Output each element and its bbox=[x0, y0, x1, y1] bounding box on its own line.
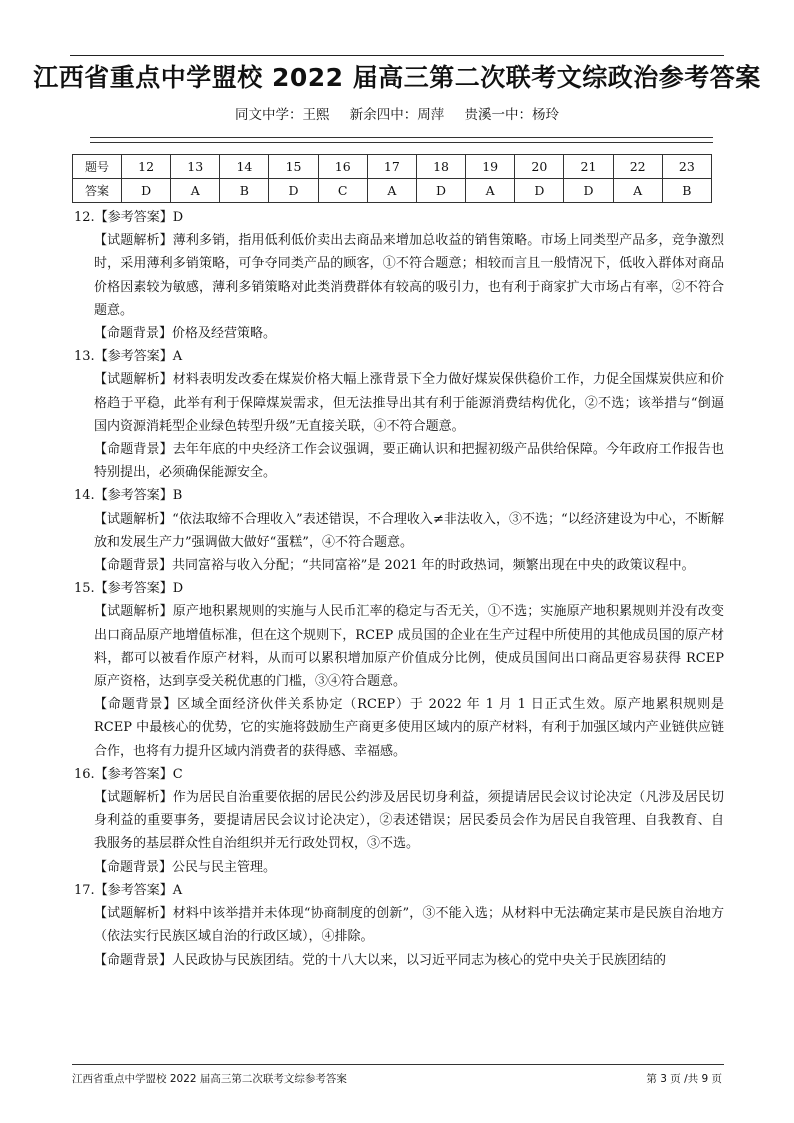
question-number-cell: 20 bbox=[515, 155, 564, 179]
question-explanations bbox=[72, 206, 724, 972]
answer-letter: A bbox=[172, 882, 183, 898]
background-tag: 【命题背景】 bbox=[94, 558, 173, 574]
question-number-cell: 21 bbox=[564, 155, 613, 179]
analysis-tag: 【试题解析】 bbox=[94, 511, 173, 527]
question-block-13 bbox=[72, 345, 724, 484]
analysis-tag: 【试题解析】 bbox=[94, 233, 173, 249]
analysis-tag: 【试题解析】 bbox=[94, 372, 173, 388]
question-number: 13. bbox=[74, 349, 95, 365]
page-title: 江西省重点中学盟校 2022 届高三第二次联考文综政治参考答案 bbox=[33, 63, 761, 92]
background-paragraph bbox=[72, 856, 724, 879]
answer-cell: C bbox=[318, 179, 367, 203]
author-1: 同文中学：王熙 bbox=[234, 107, 330, 123]
question-answer-line bbox=[74, 879, 724, 902]
analysis-text: 材料中该举措并未体现“协商制度的创新”，③不能入选；从材料中无法确定某市是民族自治地方（依法实行民族区域自治的行政区域），④排除。 bbox=[94, 906, 724, 945]
background-tag: 【命题背景】 bbox=[94, 697, 178, 713]
background-tag: 【命题背景】 bbox=[94, 442, 173, 458]
question-number-cell: 16 bbox=[318, 155, 367, 179]
analysis-text: 材料表明发改委在煤炭价格大幅上涨背景下全力做好煤炭保供稳价工作，力促全国煤炭供应和价格趋于平稳，此举有利于保障煤炭需求，但无法推导出其有利于能源消费结构优化，②不选；该举措与“倒逼国内资源消耗型企业绿色转型升级”无直接关联，④不符合题意。 bbox=[94, 372, 724, 434]
answer-cell: D bbox=[515, 179, 564, 203]
question-number: 16. bbox=[74, 766, 95, 782]
question-number-cell: 22 bbox=[613, 155, 662, 179]
answer-cell: D bbox=[122, 179, 171, 203]
question-number: 14. bbox=[74, 488, 95, 504]
question-block-17 bbox=[72, 879, 724, 972]
answer-cell: D bbox=[269, 179, 318, 203]
analysis-text: “依法取缔不合理收入”表述错误，不合理收入≠非法收入，③不选；“以经济建设为中心，不断解放和发展生产力”强调做大做好“蛋糕”，④不符合题意。 bbox=[94, 511, 724, 550]
question-block-12 bbox=[72, 206, 724, 345]
author-3: 贵溪一中：杨玲 bbox=[464, 107, 560, 123]
authors-line bbox=[0, 103, 794, 123]
analysis-paragraph bbox=[72, 229, 724, 322]
question-answer-line bbox=[74, 577, 724, 600]
analysis-text: 薄利多销，指用低利低价卖出去商品来增加总收益的销售策略。市场上同类型产品多，竞争激烈时，采用薄利多销策略，可争夺同类产品的顾客，①不符合题意；相较而言且一般情况下，低收入群体对商品价格因素较为敏感，薄利多销策略对此类消费群体有较高的吸引力，也有利于商家扩大市场占有率，②不符合题意。 bbox=[94, 233, 724, 318]
question-number: 17. bbox=[74, 882, 95, 898]
question-block-16 bbox=[72, 763, 724, 879]
background-paragraph bbox=[72, 438, 724, 484]
answer-tag: 【参考答案】 bbox=[94, 349, 173, 365]
background-text: 共同富裕与收入分配；“共同富裕”是 2021 年的时政热词，频繁出现在中央的政策议程中。 bbox=[172, 558, 695, 574]
background-tag: 【命题背景】 bbox=[94, 859, 173, 875]
analysis-paragraph bbox=[72, 368, 724, 438]
analysis-tag: 【试题解析】 bbox=[94, 604, 173, 620]
answer-letter: D bbox=[172, 581, 184, 597]
row-label-answer: 答案 bbox=[73, 179, 122, 203]
answer-cell: A bbox=[367, 179, 416, 203]
question-number-cell: 19 bbox=[466, 155, 515, 179]
answer-letter: D bbox=[172, 210, 184, 225]
question-number-cell: 17 bbox=[367, 155, 416, 179]
background-tag: 【命题背景】 bbox=[94, 952, 173, 968]
question-number-cell: 23 bbox=[662, 155, 711, 179]
analysis-tag: 【试题解析】 bbox=[94, 790, 173, 806]
background-text: 人民政协与民族团结。党的十八大以来，以习近平同志为核心的党中央关于民族团结的 bbox=[172, 952, 667, 968]
answer-cell: B bbox=[220, 179, 269, 203]
analysis-tag: 【试题解析】 bbox=[94, 906, 173, 922]
answer-table bbox=[72, 154, 712, 203]
answer-cell: A bbox=[613, 179, 662, 203]
answer-letter: B bbox=[172, 488, 183, 504]
author-2: 新余四中：周萍 bbox=[349, 107, 445, 123]
question-number-cell: 18 bbox=[416, 155, 465, 179]
analysis-text: 原产地积累规则的实施与人民币汇率的稳定与否无关，①不选；实施原产地积累规则并没有改变出口商品原产地增值标准，但在这个规则下，RCEP 成员国的企业在生产过程中所使用的其他成员国的原产材料，都可以被看作原产材料，从而可以累积增加原产价值成分比例，使成员国间出口商品更容易获得 RCEP 原产资格，达到享受关税优惠的门槛，③④符合题意。 bbox=[94, 604, 724, 690]
background-paragraph bbox=[72, 693, 724, 763]
answer-tag: 【参考答案】 bbox=[94, 488, 173, 504]
question-answer-line bbox=[74, 484, 724, 507]
answer-table-number-row bbox=[73, 155, 712, 179]
header-divider-2 bbox=[90, 142, 713, 143]
background-tag: 【命题背景】 bbox=[94, 326, 173, 342]
background-paragraph bbox=[72, 949, 724, 972]
question-number-cell: 15 bbox=[269, 155, 318, 179]
question-number-cell: 14 bbox=[220, 155, 269, 179]
answer-tag: 【参考答案】 bbox=[94, 766, 173, 782]
background-text: 区域全面经济伙伴关系协定（RCEP）于 2022 年 1 月 1 日正式生效。原产地累积规则是 RCEP 中最核心的优势，它的实施将鼓励生产商更多使用区域内的原产材料，有利于加强区域内产业链供应链合作，也将有力提升区域内消费者的获得感、幸福感。 bbox=[94, 697, 724, 759]
question-number-cell: 12 bbox=[122, 155, 171, 179]
footer-page-number: 第 3 页 /共 9 页 bbox=[646, 1073, 722, 1085]
background-text: 去年年底的中央经济工作会议强调，要正确认识和把握初级产品供给保障。今年政府工作报告也特别提出，必须确保能源安全。 bbox=[94, 442, 724, 481]
answer-cell: D bbox=[564, 179, 613, 203]
background-text: 公民与民主管理。 bbox=[172, 859, 277, 875]
question-block-15 bbox=[72, 577, 724, 763]
question-number: 15. bbox=[74, 581, 95, 597]
answer-letter: C bbox=[172, 766, 183, 782]
answer-tag: 【参考答案】 bbox=[94, 882, 173, 898]
answer-tag: 【参考答案】 bbox=[94, 581, 173, 597]
background-paragraph bbox=[72, 554, 724, 577]
footer-rule bbox=[72, 1064, 724, 1065]
analysis-paragraph bbox=[72, 508, 724, 554]
answer-tag: 【参考答案】 bbox=[94, 210, 173, 225]
question-answer-line bbox=[74, 763, 724, 786]
answer-cell: A bbox=[171, 179, 220, 203]
question-number-cell: 13 bbox=[171, 155, 220, 179]
analysis-paragraph bbox=[72, 902, 724, 948]
question-answer-line bbox=[74, 345, 724, 368]
question-number: 12. bbox=[74, 210, 95, 225]
header-divider-1 bbox=[90, 137, 713, 138]
analysis-paragraph bbox=[72, 786, 724, 856]
answer-table-answer-row bbox=[73, 179, 712, 203]
answer-cell: D bbox=[416, 179, 465, 203]
answer-letter: A bbox=[172, 349, 183, 365]
footer-document-title: 江西省重点中学盟校 2022 届高三第二次联考文综参考答案 bbox=[72, 1073, 347, 1085]
analysis-text: 作为居民自治重要依据的居民公约涉及居民切身利益，须提请居民会议讨论决定（凡涉及居民切身利益的重要事务，要提请居民会议讨论决定），②表述错误；居民委员会作为居民自我管理、自我教育、自我服务的基层群众性自治组织并无行政处罚权，③不选。 bbox=[94, 790, 724, 852]
row-label-number: 题号 bbox=[73, 155, 122, 179]
question-answer-line bbox=[74, 206, 724, 229]
question-block-14 bbox=[72, 484, 724, 577]
background-text: 价格及经营策略。 bbox=[172, 326, 277, 342]
background-paragraph bbox=[72, 322, 724, 345]
answer-cell: B bbox=[662, 179, 711, 203]
answer-cell: A bbox=[466, 179, 515, 203]
analysis-paragraph bbox=[72, 600, 724, 693]
header-top-rule bbox=[70, 55, 724, 56]
